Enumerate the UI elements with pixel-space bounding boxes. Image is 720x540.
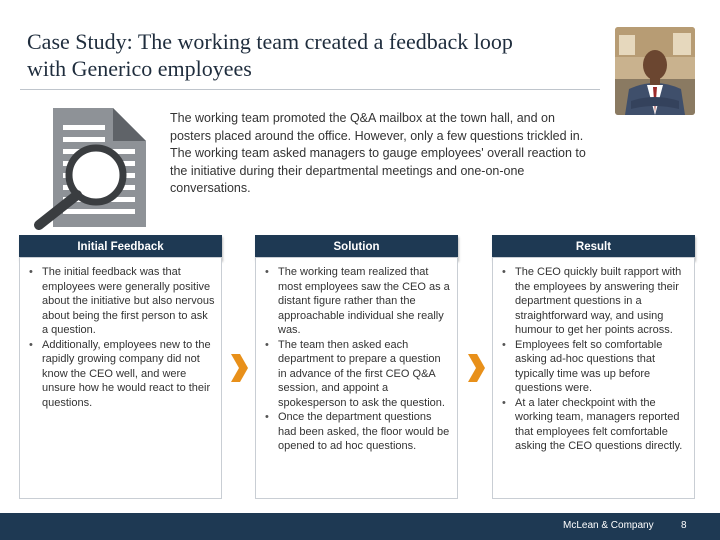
title-divider: [20, 89, 600, 90]
document-search-icon: [33, 105, 153, 230]
column-result: [492, 257, 695, 499]
list-item: • The initial feedback was that employees were generally positive about the initiative but also nervous about being the first person to ask a question.: [42, 265, 215, 338]
column-header-initial-feedback: Initial Feedback: [19, 235, 222, 260]
slide-title-line-1: Case Study: The working team created a feedback loop: [27, 29, 513, 54]
list-item: • Additionally, employees new to the rapidly growing company did not know the CEO well, and were unsure how he would react to their questions.: [42, 338, 215, 411]
chevron-right-icon: [466, 353, 486, 383]
list-item: • The CEO quickly built rapport with the employees by answering their department questions in a straightforward way, and using humour to get her points across.: [515, 265, 688, 338]
page-number: 8: [681, 520, 687, 531]
footer-bar: [0, 513, 720, 540]
list-item: • The team then asked each department to prepare a question in advance of the first CEO Q&A session, and appoint a spokesperson to ask the question.: [278, 338, 451, 411]
list-item: • Employees felt so comfortable asking ad-hoc questions that typically time was up before questions were.: [515, 338, 688, 396]
list-item: • Once the department questions had been asked, the floor would be opened to ad hoc questions.: [278, 410, 451, 454]
column-solution: [255, 257, 458, 499]
column-initial-feedback: [19, 257, 222, 499]
slide-title: [27, 28, 617, 82]
column-header-solution: Solution: [255, 235, 458, 260]
column-header-result: Result: [492, 235, 695, 260]
footer-brand: McLean & Company: [563, 520, 654, 531]
slide-title-line-2: with Generico employees: [27, 56, 252, 81]
list-item: • The working team realized that most employees saw the CEO as a distant figure rather than the approachable individual she really was.: [278, 265, 451, 338]
chevron-right-icon: [229, 353, 249, 383]
intro-paragraph: The working team promoted the Q&A mailbox at the town hall, and on posters placed around the office. However, only a few questions trickled in. The working team asked managers to gauge employees' overall reaction to the initiative during their departmental meetings and one-on-one conversations.: [170, 111, 586, 195]
businessman-photo: [615, 27, 695, 115]
list-item: • At a later checkpoint with the working team, managers reported that employees felt comfortable asking the CEO questions directly.: [515, 396, 688, 454]
